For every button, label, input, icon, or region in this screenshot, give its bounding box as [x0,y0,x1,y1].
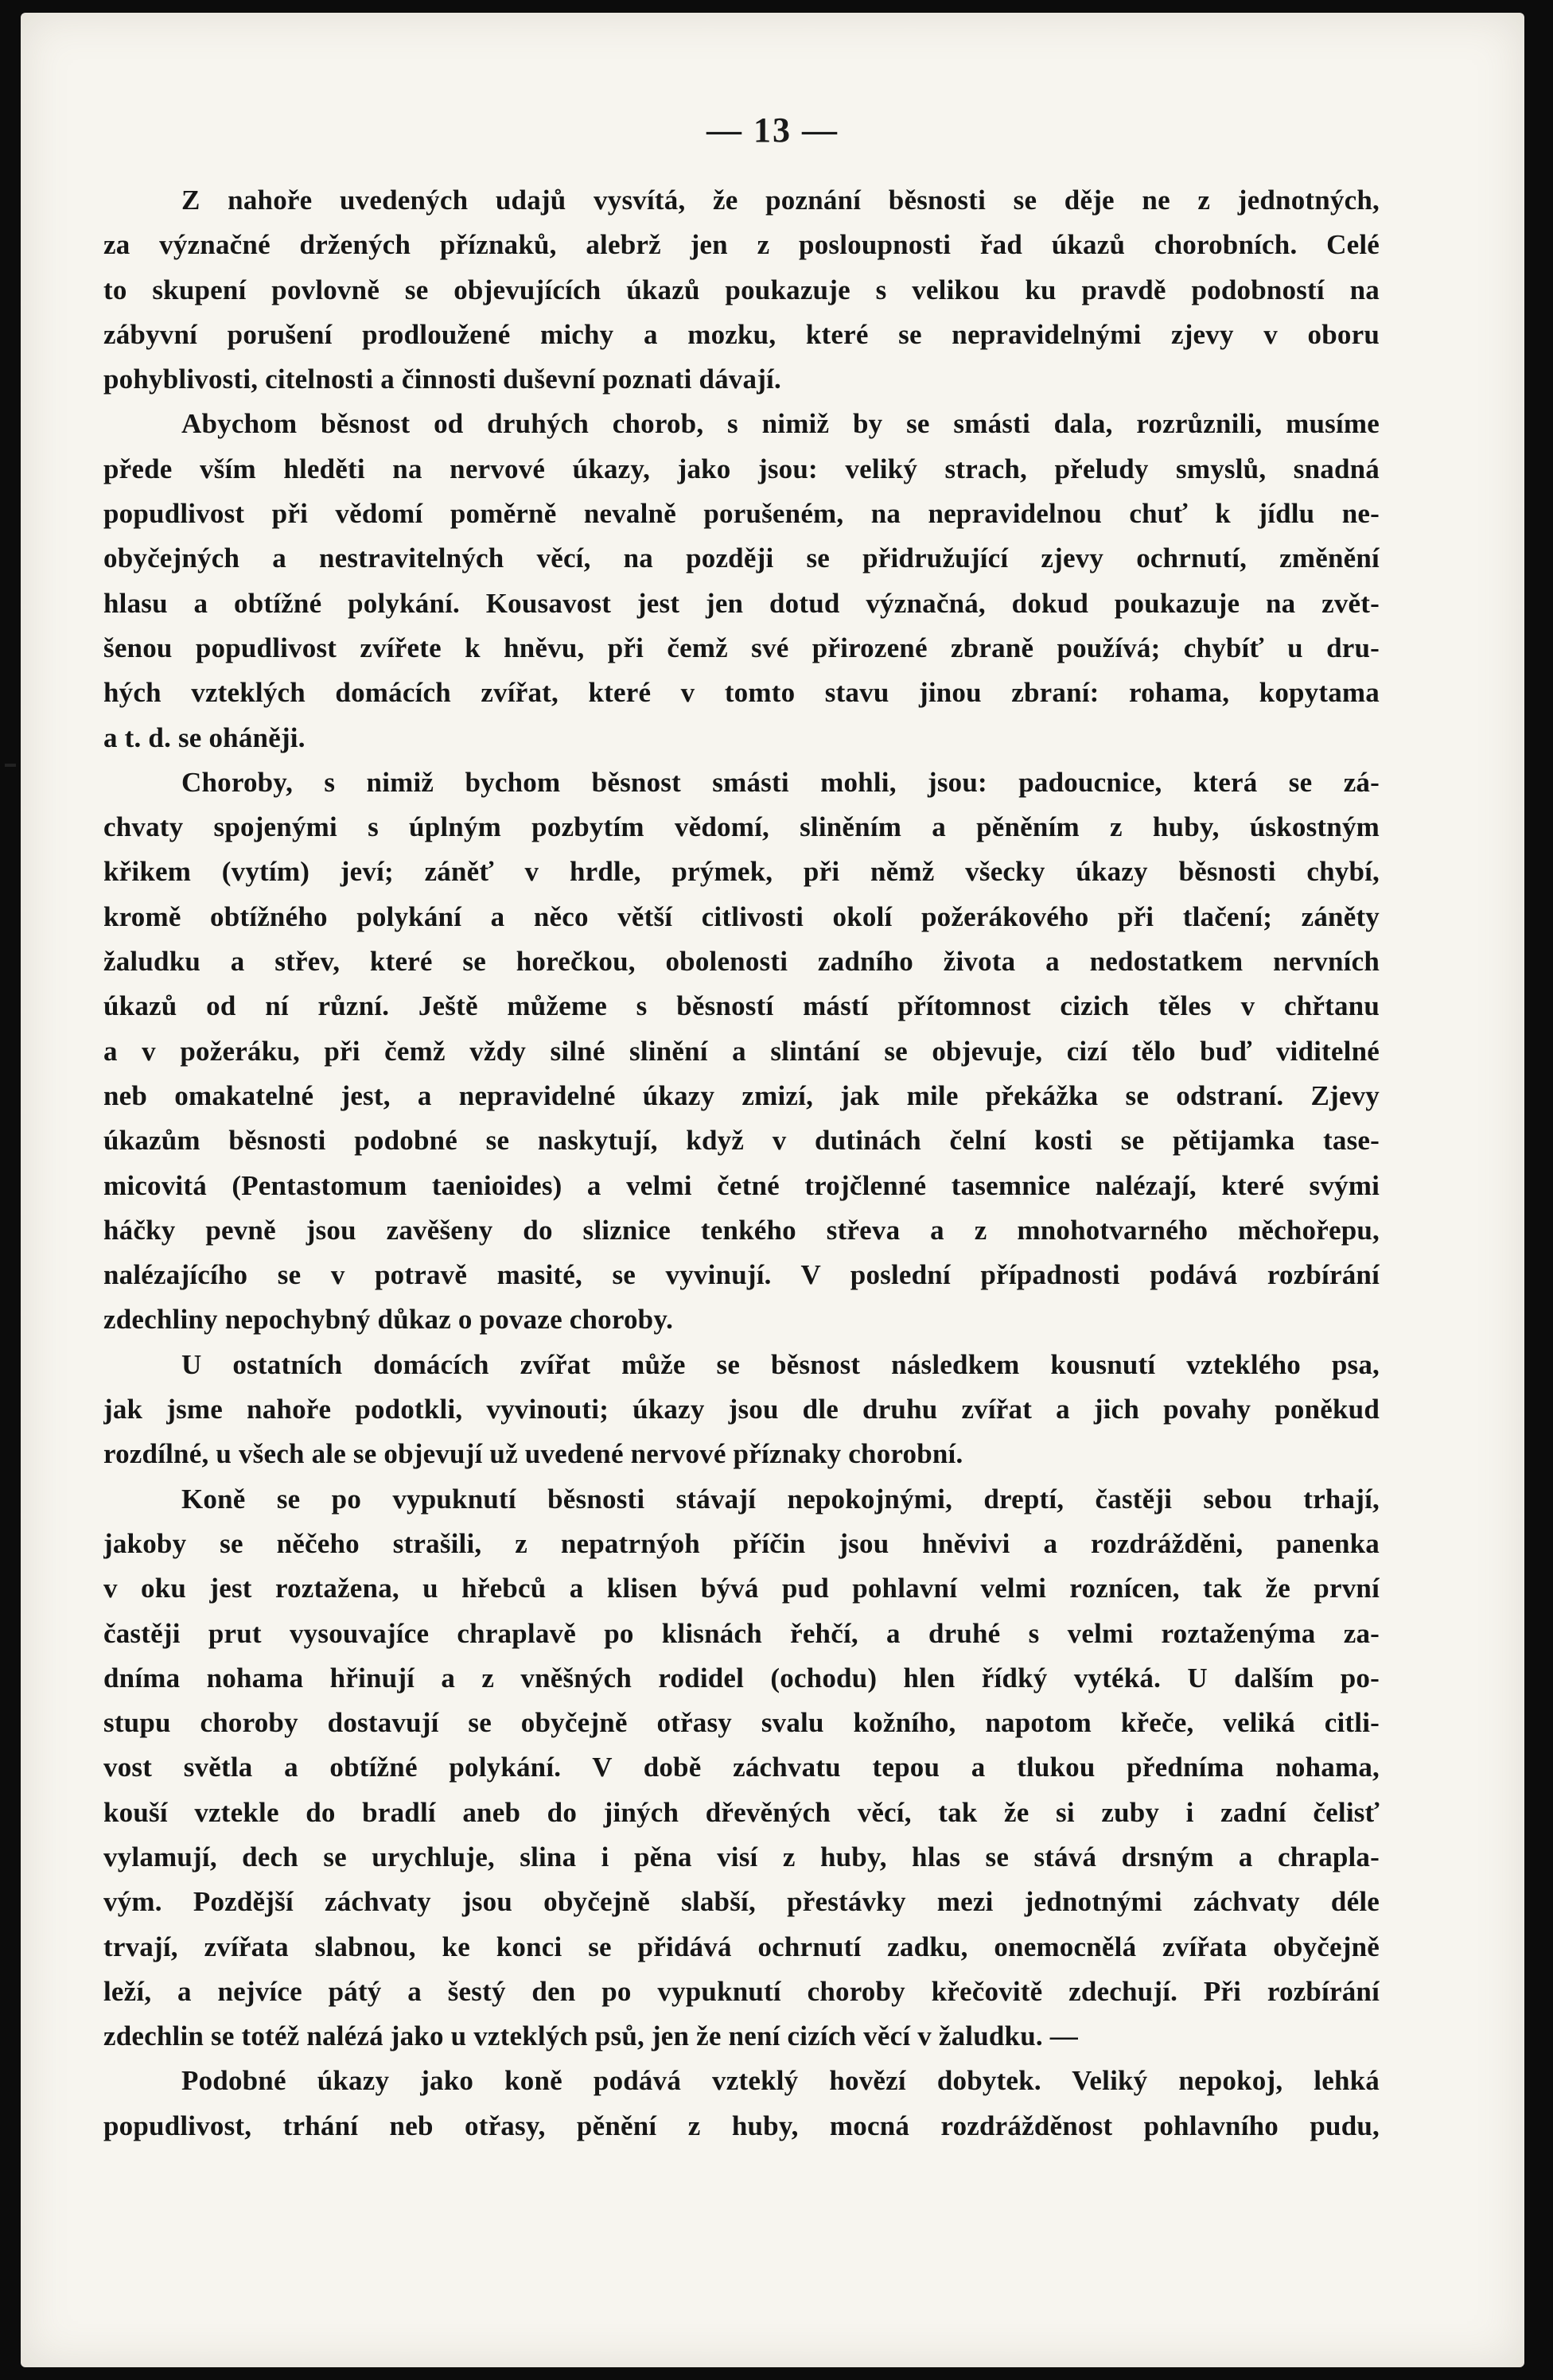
text-line: žaludku a střev, které se horečkou, obolenosti zadního života a nedostatkem nervních [103,946,1380,978]
text-line: vost světla a obtížné polykání. V době záchvatu tepou a tlukou předníma nohama, [103,1752,1380,1783]
text-line: zdechlin se totéž nalézá jako u vzteklých psů, jen že není cizích věcí v žaludku. — [103,2020,1078,2052]
text-line: Podobné úkazy jako koně podává vzteklý hovězí dobytek. Veliký nepokoj, lehká [181,2065,1380,2097]
margin-mark [5,764,16,767]
text-line: Choroby, s nimiž bychom běsnost smásti mohli, jsou: padoucnice, která se zá- [181,766,1380,798]
text-line: dníma nohama hřinují a z vněšných rodidel (ochodu) hlen řídký vytéká. U dalším po- [103,1662,1380,1694]
text-line: hlasu a obtížné polykání. Kousavost jest jen dotud význačná, dokud poukazuje na zvět- [103,587,1380,619]
text-line: přede vším hleděti na nervové úkazy, jako jsou: veliký strach, přeludy smyslů, snadná [103,453,1380,484]
text-line: chvaty spojenými s úplným pozbytím vědomí, sliněním a pěněním z huby, úskostným [103,811,1380,843]
text-line: vým. Pozdější záchvaty jsou obyčejně slabší, přestávky mezi jednotnými záchvaty déle [103,1886,1380,1918]
text-line: popudlivost při vědomí poměrně nevalně porušeném, na nepravidelnou chuť k jídlu ne- [103,498,1380,530]
text-line: neb omakatelné jest, a nepravidelné úkazy zmizí, jak mile překážka se odstraní. Zjevy [103,1079,1380,1111]
text-line: nalézajícího se v potravě masité, se vyvinují. V poslední případnosti podává rozbírání [103,1259,1380,1291]
page-number: — 13 — [706,111,839,150]
text-line: kouší vztekle do bradlí aneb do jiných dřevěných věcí, tak že si zuby i zadní čelisť [103,1796,1380,1828]
text-line: rozdílné, u všech ale se objevují už uvedené nervové příznaky chorobní. [103,1438,963,1470]
text-line: vylamují, dech se urychluje, slina i pěna visí z huby, hlas se stává drsným a chrapla- [103,1841,1380,1872]
text-line: úkazům běsnosti podobné se naskytují, když v dutinách čelní kosti se pětijamka tase- [103,1125,1380,1157]
text-line: popudlivost, trhání neb otřasy, pěnění z huby, mocná rozdrážděnost pohlavního pudu, [103,2110,1380,2141]
text-line: Z nahoře uvedených udajů vysvítá, že poznání běsnosti se děje ne z jednotných, [181,185,1380,216]
text-line: stupu choroby dostavují se obyčejně otřasy svalu kožního, napotom křeče, veliká citli- [103,1707,1380,1739]
text-line: častěji prut vysouvajíce chraplavě po klisnách řehčí, a druhé s velmi roztaženýma za- [103,1617,1380,1649]
text-line: kromě obtížného polykání a něco větší citlivosti okolí požerákového při tlačení; záněty [103,900,1380,932]
text-line: a v požeráku, při čemž vždy silné slinění a slintání se objevuje, cizí tělo buď viditelné [103,1035,1380,1067]
text-line: jakoby se něčeho strašili, z nepatrnýoh příčin jsou hněvivi a rozdrážděni, panenka [103,1527,1380,1559]
text-line: obyčejných a nestravitelných věcí, na později se přidružující zjevy ochrnutí, změnění [103,542,1380,574]
text-line: šenou popudlivost zvířete k hněvu, při čemž své přirozené zbraně používá; chybíť u dru- [103,632,1380,663]
text-line: křikem (vytím) jeví; záněť v hrdle, prýmek, při němž všecky úkazy běsnosti chybí, [103,856,1380,888]
text-line: micovitá (Pentastomum taenioides) a velmi četné trojčlenné tasemnice nalézají, které svými [103,1169,1380,1201]
page-body-text [103,178,1380,2149]
text-line: hých vzteklých domácích zvířat, které v tomto stavu jinou zbraní: rohama, kopytama [103,677,1380,709]
text-line: U ostatních domácích zvířat může se běsnost následkem kousnutí vzteklého psa, [181,1348,1380,1380]
text-line: to skupení povlovně se objevujících úkazů poukazuje s velikou ku pravdě podobností na [103,274,1380,305]
text-line: zdechliny nepochybný důkaz o povaze choroby. [103,1304,674,1336]
text-line: trvají, zvířata slabnou, ke konci se přidává ochrnutí zadku, onemocnělá zvířata obyčejně [103,1931,1380,1962]
text-line: v oku jest roztažena, u hřebců a klisen bývá pud pohlavní velmi roznícen, tak že první [103,1573,1380,1604]
book-page [21,13,1524,2367]
text-line: a t. d. se oháněji. [103,721,306,753]
text-line: háčky pevně jsou zavěšeny do sliznice tenkého střeva a z mnohotvarného měchořepu, [103,1214,1380,1246]
text-line: úkazů od ní různí. Ještě můžeme s běsností mástí přítomnost cizich těles v chřtanu [103,990,1380,1022]
text-line: jak jsme nahoře podotkli, vyvinouti; úkazy jsou dle druhu zvířat a jich povahy poněkud [103,1394,1380,1425]
text-line: leží, a nejvíce pátý a šestý den po vypuknutí choroby křečovitě zdechují. Při rozbírání [103,1975,1380,2007]
text-line: za význačné držených příznaků, alebrž jen z posloupnosti řad úkazů chorobních. Celé [103,229,1380,261]
text-line: zábyvní porušení prodloužené michy a mozku, které se nepravidelnými zjevy v oboru [103,318,1380,350]
text-line: pohyblivosti, citelnosti a činnosti duševní poznati dávají. [103,364,781,395]
text-line: Koně se po vypuknutí běsnosti stávají nepokojnými, dreptí, častěji sebou trhají, [181,1483,1380,1515]
text-line: Abychom běsnost od druhých chorob, s nimiž by se smásti dala, rozrůznili, musíme [181,408,1380,440]
